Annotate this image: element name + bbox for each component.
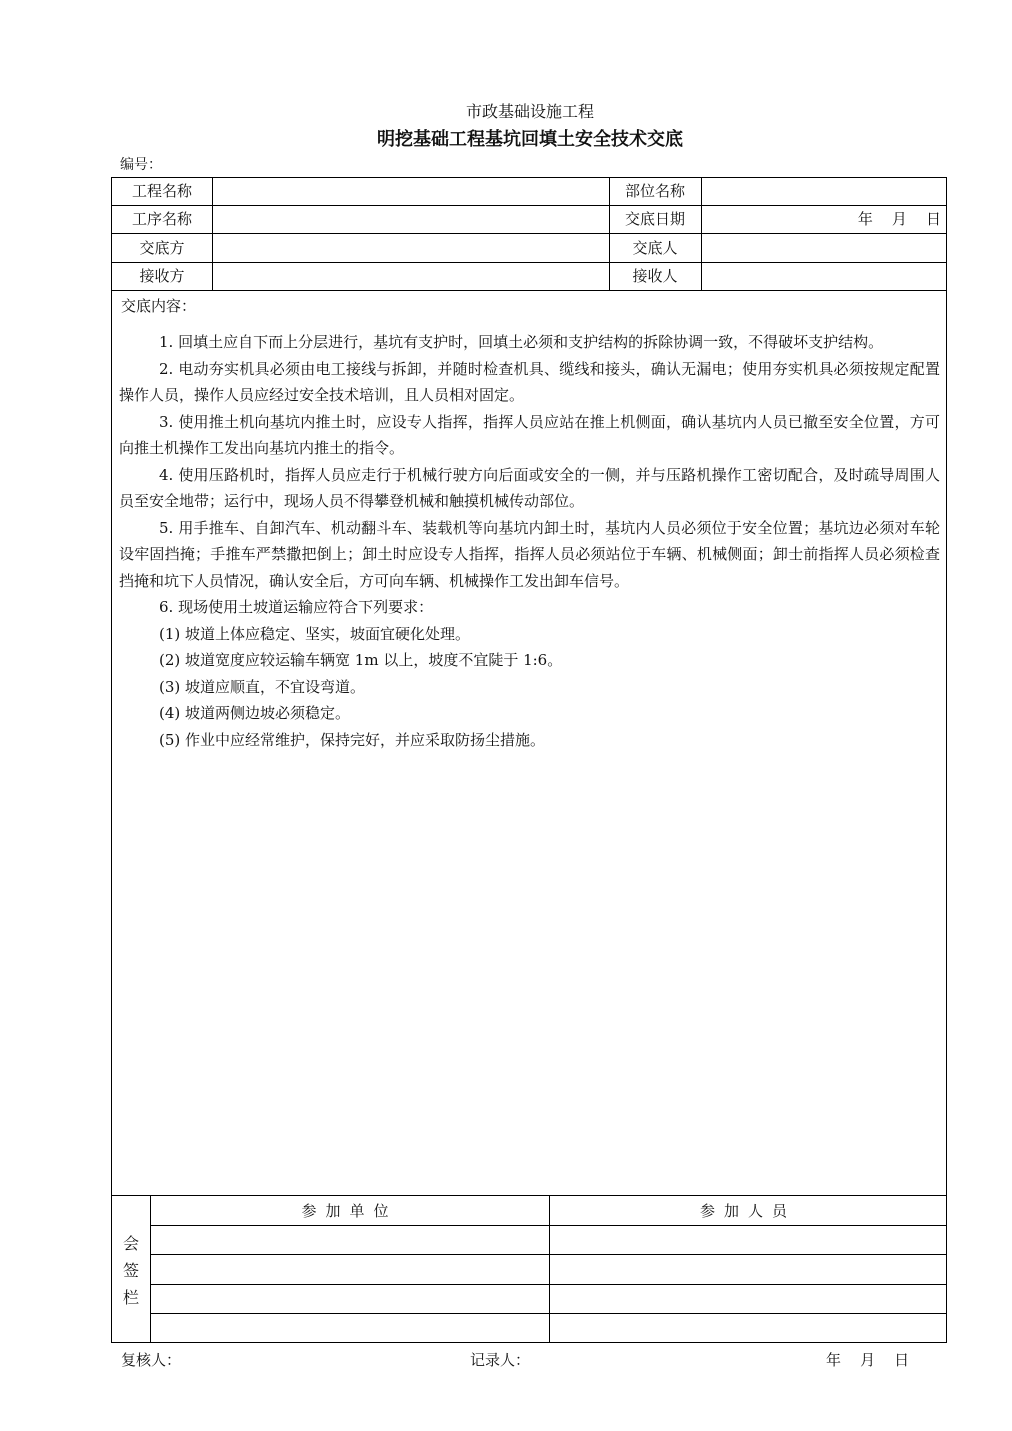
receiver-party-label: 接收方 bbox=[139, 267, 185, 285]
signoff-label-char: 栏 bbox=[122, 1288, 139, 1307]
handover-person-label: 交底人 bbox=[632, 239, 678, 257]
signoff-unit-cell[interactable] bbox=[151, 1314, 548, 1342]
signoff-label-char: 签 bbox=[122, 1261, 139, 1280]
content-sub-item: (4) 坡道两侧边坡必须稳定。 bbox=[159, 704, 351, 722]
signoff-unit-cell[interactable] bbox=[151, 1255, 548, 1283]
content-paragraph: 2. 电动夯实机具必须由电工接线与拆卸，并随时检查机具、缆线和接头，确认无漏电；使用夯实机具必须按规定配置操作人员，操作人员应经过安全技术培训，且人员相对固定。 bbox=[119, 359, 940, 404]
signoff-person-cell[interactable] bbox=[550, 1285, 946, 1313]
content-label: 交底内容： bbox=[121, 297, 197, 315]
serial-number-label: 编号： bbox=[120, 157, 162, 173]
content-paragraph: 1. 回填土应自下而上分层进行，基坑有支护时，回填土必须和支护结构的拆除协调一致，不得破坏支护结构。 bbox=[159, 333, 884, 351]
content-paragraph: 6. 现场使用土坡道运输应符合下列要求： bbox=[159, 598, 434, 616]
receiver-person-field[interactable] bbox=[701, 263, 946, 290]
handover-date-field[interactable]: 年 月 日 bbox=[857, 210, 941, 228]
content-paragraph: 5. 用手推车、自卸汽车、机动翻斗车、装载机等向基坑内卸土时，基坑内人员必须位于安全位置；基坑边必须对车轮设牢固挡掩；手推车严禁撒把倒上；卸土时应设专人指挥，指挥人员必须站位于车辆、机械侧面；卸士前指挥人员必须检查挡掩和坑下人员情况，确认安全后，方可向车辆、机械操作工发出卸车信号。 bbox=[119, 518, 940, 590]
document-subtitle: 市政基础设施工程 bbox=[465, 102, 594, 121]
table-divider bbox=[112, 290, 946, 291]
project-name-field[interactable] bbox=[212, 178, 609, 205]
footer-date: 年 月 日 bbox=[826, 1351, 910, 1369]
handover-party-field[interactable] bbox=[212, 234, 609, 262]
signoff-person-header: 参加人员 bbox=[699, 1202, 796, 1220]
receiver-person-label: 接收人 bbox=[632, 267, 678, 285]
recorder-label: 记录人： bbox=[470, 1351, 531, 1369]
signoff-unit-cell[interactable] bbox=[151, 1285, 548, 1313]
signoff-label-char: 会 bbox=[122, 1234, 139, 1253]
reviewer-label: 复核人： bbox=[121, 1351, 182, 1369]
content-paragraph: 4. 使用压路机时，指挥人员应走行于机械行驶方向后面或安全的一侧，并与压路机操作工密切配合，及时疏导周围人员至安全地带；运行中，现场人员不得攀登机械和触摸机械传动部位。 bbox=[119, 465, 940, 510]
process-name-label: 工序名称 bbox=[131, 210, 192, 228]
content-sub-item: (2) 坡道宽度应较运输车辆宽 1m 以上，坡度不宜陡于 1:6。 bbox=[159, 651, 563, 669]
signoff-unit-cell[interactable] bbox=[151, 1226, 548, 1254]
project-name-label: 工程名称 bbox=[131, 182, 192, 200]
receiver-party-field[interactable] bbox=[212, 263, 609, 290]
content-sub-item: (5) 作业中应经常维护，保持完好，并应采取防扬尘措施。 bbox=[159, 730, 546, 749]
signoff-label bbox=[112, 1230, 150, 1311]
part-name-field[interactable] bbox=[701, 178, 946, 205]
signoff-person-cell[interactable] bbox=[550, 1314, 946, 1342]
process-name-field[interactable] bbox=[212, 206, 609, 233]
signoff-unit-header: 参加单位 bbox=[301, 1202, 398, 1220]
signoff-divider bbox=[112, 1195, 946, 1196]
handover-person-field[interactable] bbox=[701, 234, 946, 262]
content-sub-item: (1) 坡道上体应稳定、坚实，坡面宜硬化处理。 bbox=[159, 624, 471, 643]
content-paragraph: 3. 使用推土机向基坑内推土时，应设专人指挥，指挥人员应站在推上机侧面，确认基坑内人员已撤至安全位置，方可向推土机操作工发出向基坑内推土的指令。 bbox=[119, 412, 940, 457]
signoff-person-cell[interactable] bbox=[550, 1255, 946, 1283]
content-body bbox=[119, 329, 940, 753]
part-name-label: 部位名称 bbox=[624, 182, 685, 200]
content-sub-item: (3) 坡道应顺直，不宜设弯道。 bbox=[159, 677, 366, 696]
handover-date-label: 交底日期 bbox=[624, 210, 685, 228]
handover-party-label: 交底方 bbox=[139, 239, 185, 257]
document-title: 明挖基础工程基坑回填土安全技术交底 bbox=[377, 129, 683, 150]
signoff-person-cell[interactable] bbox=[550, 1226, 946, 1254]
